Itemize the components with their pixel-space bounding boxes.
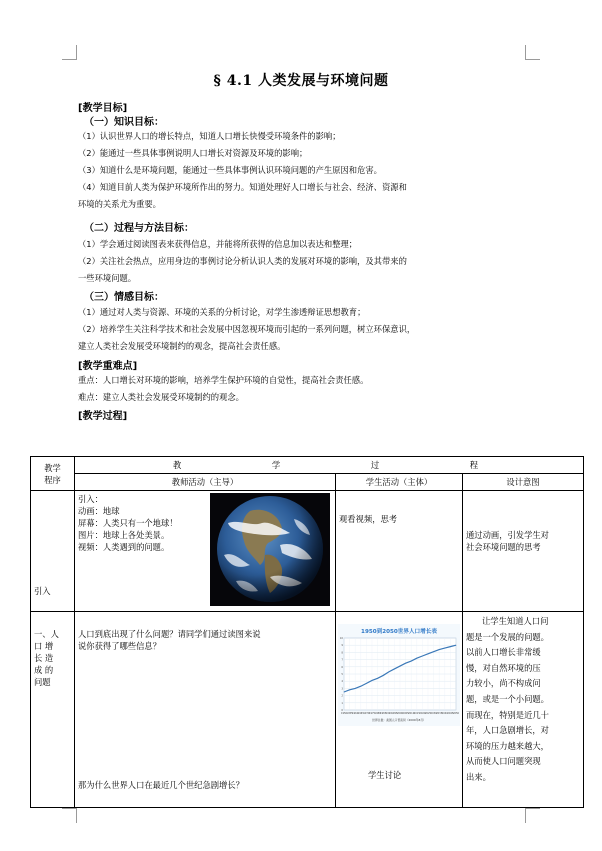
data-point: [372, 680, 373, 681]
x-tick-label: 1980: [374, 712, 381, 715]
knowledge-line: （2）能通过一些具体事例说明人口增长对资源及环境的影响；: [78, 148, 308, 158]
earth-image: [210, 493, 330, 606]
y-tick-label: 10: [339, 637, 343, 640]
teacher-line: 引入：: [78, 494, 103, 504]
design-intent-header: 设计意图: [463, 474, 584, 491]
data-point: [405, 663, 406, 664]
y-tick-label: 4: [341, 680, 343, 684]
teacher-cell: [75, 612, 336, 808]
table-row: [31, 612, 584, 808]
crop-mark: [62, 808, 77, 823]
design-line: 力较小，尚不构成问: [466, 678, 541, 689]
data-point: [383, 675, 384, 676]
process-section-header: [教学过程]: [78, 411, 128, 422]
data-point: [388, 671, 389, 672]
student-discussion: 学生讨论: [368, 770, 402, 780]
x-tick-label: 2050: [452, 712, 460, 715]
data-point: [400, 666, 401, 667]
data-point: [366, 683, 367, 684]
x-tick-label: 2025: [424, 712, 432, 715]
y-tick-label: 2: [341, 694, 343, 698]
design-line: 通过动画，引发学生对: [466, 530, 549, 540]
x-tick-label: 2020: [419, 712, 426, 715]
document-title: § 4.1 人类发展与环境问题: [213, 73, 389, 89]
design-line: 环境的压力越来越大，: [466, 740, 549, 751]
student-line: 观看视频，思考: [339, 514, 398, 524]
step-header-line: 程序: [44, 474, 61, 485]
y-tick-label: 6: [341, 665, 343, 669]
step-line: 成 的: [34, 665, 54, 675]
emotion-line: （2）培养学生关注科学技术和社会发展中因忽视环境而引起的一系列问题，树立环保意识，: [78, 324, 416, 334]
chart-title: 1950到2050世界人口增长表: [361, 629, 437, 635]
x-tick-label: 2045: [447, 712, 454, 715]
key-points-header: [教学重难点]: [78, 361, 138, 372]
step-line: 长 造: [34, 653, 54, 663]
step-line: 问题: [34, 677, 51, 687]
step-line: 一、人: [34, 629, 59, 639]
data-point: [422, 656, 423, 657]
design-line: 让学生知道人口问: [482, 616, 549, 626]
emotion-line: （1）通过对人类与资源、环境的关系的分析讨论，对学生渗透辩证思想教育；: [78, 307, 366, 317]
design-line: 出来。: [466, 771, 491, 782]
step-column-header: [31, 457, 75, 491]
knowledge-heading: （一）知识目标：: [84, 117, 164, 128]
design-line: 以前人口增长非常缓: [466, 647, 541, 658]
data-point: [411, 661, 412, 662]
design-line: 题是一个发展的问题。: [466, 631, 549, 642]
data-point: [344, 692, 345, 693]
objectives-header: [教学目标]: [78, 103, 128, 114]
x-tick-label: 2040: [441, 712, 448, 715]
x-tick-label: 2000: [396, 712, 404, 715]
step-header-line: 教学: [44, 462, 61, 473]
data-point: [377, 678, 378, 679]
crop-mark: [525, 45, 540, 60]
x-tick-label: 1985: [380, 712, 387, 715]
crop-mark: [62, 45, 77, 60]
data-point: [349, 689, 350, 690]
y-tick-label: 3: [341, 687, 343, 691]
teacher-question: 那为什么世界人口在最近几个世纪急剧增长？: [78, 780, 244, 790]
y-tick-label: 8: [341, 651, 343, 655]
design-line: 从而使人口问题突现: [466, 756, 541, 767]
step-cell: [31, 612, 75, 808]
step-line: 口 增: [34, 641, 54, 651]
process-line: （2）关注社会热点，应用身边的事例讨论分析认识人类的发展对环境的影响，及其带来的: [78, 256, 407, 266]
design-cell: [463, 491, 584, 612]
process-line: （1）学会通过阅读图表来获得信息，并能将所获得的信息加以表达和整理；: [78, 239, 358, 249]
knowledge-line: 环境的关系尤为重要。: [78, 199, 161, 209]
key-point-line: 难点：建立人类社会发展受环境制约的观念。: [78, 392, 244, 402]
student-activity-header: 学生活动（主体）: [336, 474, 463, 491]
earth-globe-graphic: [210, 493, 330, 606]
crop-mark: [525, 808, 540, 823]
x-tick-label: 1990: [385, 712, 392, 715]
chart-source-note: 世界总数：美国人口普查局（2000年8月）: [372, 718, 426, 722]
emotion-heading: （三）情感目标：: [84, 292, 164, 303]
data-point: [428, 653, 429, 654]
x-tick-label: 2010: [408, 712, 415, 715]
process-heading: （二）过程与方法目标：: [84, 223, 194, 234]
x-tick-label: 1995: [391, 712, 398, 715]
step-cell: [31, 491, 75, 612]
data-point: [394, 669, 395, 670]
x-tick-label: 1970: [363, 712, 370, 715]
teacher-line: 视频：人类遇到的问题。: [78, 542, 170, 552]
y-tick-label: 9: [341, 644, 343, 648]
data-point: [355, 688, 356, 689]
teacher-line: 动画：地球: [78, 506, 120, 516]
x-tick-label: 2005: [402, 712, 409, 715]
teacher-line: 图片：地球上各处美景。: [78, 530, 170, 540]
process-title-cell: 教 学 过 程: [75, 457, 584, 474]
student-cell: [336, 491, 463, 612]
teacher-line: 屏幕：人类只有一个地球！: [78, 518, 178, 528]
data-point: [360, 686, 361, 687]
emotion-line: 建立人类社会发展受环境制约的观念，提高社会责任感。: [78, 341, 286, 351]
teacher-line: 说你获得了哪些信息？: [78, 641, 161, 651]
x-tick-label: 2035: [436, 712, 443, 715]
step-label: 引入: [34, 586, 51, 596]
teacher-activity-header: 教师活动（主导）: [75, 474, 336, 491]
design-line: 题，或是一个小问题。: [466, 693, 549, 704]
population-chart: [338, 624, 460, 726]
key-point-line: 重点：人口增长对环境的影响，培养学生保护环境的自觉性，提高社会责任感。: [78, 375, 369, 385]
data-point: [450, 646, 451, 647]
y-tick-label: 7: [341, 658, 343, 662]
population-chart-svg: [338, 624, 460, 726]
design-cell: [463, 612, 584, 808]
knowledge-line: （4）知道目前人类为保护环境所作出的努力。知道处理好人口增长与社会、经济、资源和: [78, 182, 407, 192]
x-tick-label: 1960: [352, 712, 359, 715]
knowledge-line: （3）知道什么是环境问题，能通过一些具体事例认识环境问题的产生原因和危害。: [78, 165, 382, 175]
design-line: 而现在，特别是近几十: [466, 709, 549, 720]
x-tick-label: 1955: [346, 712, 353, 715]
data-point: [433, 651, 434, 652]
design-line: 社会环境问题的思考: [466, 542, 541, 552]
x-tick-label: 1950: [340, 712, 348, 715]
data-point: [456, 645, 457, 646]
data-point: [444, 648, 445, 649]
y-tick-label: 5: [341, 673, 343, 676]
design-line: 慢，对自然环境的压: [466, 662, 541, 673]
data-point: [416, 658, 417, 659]
x-tick-label: 1975: [368, 712, 376, 715]
data-point: [439, 649, 440, 650]
y-tick-label: 0: [341, 709, 343, 712]
x-tick-label: 2015: [413, 712, 420, 715]
x-tick-label: 1965: [357, 712, 364, 715]
knowledge-line: （1）认识世界人口的增长特点，知道人口增长快慢受环境条件的影响；: [78, 131, 341, 141]
process-line: 一些环境问题。: [78, 273, 137, 283]
y-tick-label: 1: [341, 701, 343, 705]
design-line: 年，人口急剧增长，对: [466, 725, 549, 736]
x-tick-label: 2030: [430, 712, 437, 715]
teacher-line: 人口到底出现了什么问题？请同学们通过读图来说: [78, 629, 261, 639]
